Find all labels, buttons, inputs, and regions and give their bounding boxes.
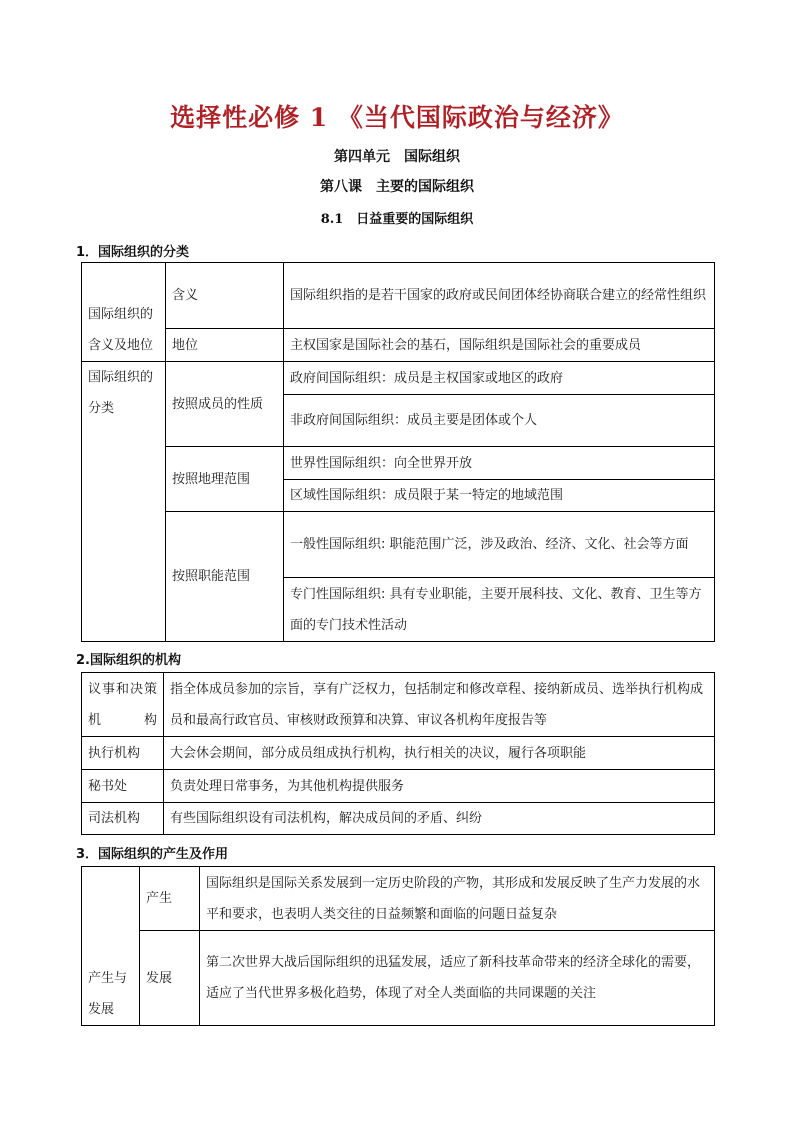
institution-text: 负责处理日常事务，为其他机构提供服务 [164,770,715,803]
general-text: 一般性国际组织: 职能范围广泛，涉及政治、经济、文化、社会等方面 [284,512,715,578]
by-func-label: 按照职能范围 [166,512,284,642]
unit-heading: 第四单元 国际组织 [334,149,460,165]
status-text: 主权国家是国际社会的基石，国际组织是国际社会的重要成员 [284,329,715,362]
meaning-text: 国际组织指的是若干国家的政府或民间团体经协商联合建立的经常性组织 [284,263,715,329]
part1-heading: 1．国际组织的分类 [76,245,190,260]
world-text: 世界性国际组织：向全世界开放 [284,447,715,480]
origin-table [81,866,715,1026]
by-member-label: 按照成员的性质 [166,362,284,447]
part3-heading: 3．国际组织的产生及作用 [76,847,229,862]
group-meaning-status: 国际组织的含义及地位 [82,263,166,362]
institution-text: 有些国际组织设有司法机构，解决成员间的矛盾、纠纷 [164,803,715,835]
part2-heading: 2.国际组织的机构 [76,653,181,668]
lesson-heading: 第八课 主要的国际组织 [320,179,474,195]
institution-label: 执行机构 [82,737,164,770]
development-text: 第二次世界大战后国际组织的迅猛发展，适应了新科技革命带来的经济全球化的需要，适应了当代世界多极化趋势，体现了对全人类面临的共同课题的关注 [200,931,715,1026]
origin-label: 产生 [140,867,200,931]
nongov-text: 非政府间国际组织：成员主要是团体或个人 [284,395,715,447]
institution-text: 指全体成员参加的宗旨，享有广泛权力，包括制定和修改章程、接纳新成员、选举执行机构成员和最高行政官员、审核财政预算和决算、审议各机构年度报告等 [164,673,715,737]
regional-text: 区域性国际组织：成员限于某一特定的地域范围 [284,480,715,512]
institution-text: 大会休会期间，部分成员组成执行机构，执行相关的决议，履行各项职能 [164,737,715,770]
institution-label: 司法机构 [82,803,164,835]
section-heading: 8.1 日益重要的国际组织 [320,212,474,227]
development-label: 发展 [140,931,200,1026]
origin-text: 国际组织是国际关系发展到一定历史阶段的产物，其形成和发展反映了生产力发展的水平和要求，也表明人类交往的日益频繁和面临的问题日益复杂 [200,867,715,931]
meaning-label: 含义 [166,263,284,329]
by-geo-label: 按照地理范围 [166,447,284,512]
special-text: 专门性国际组织: 具有专业职能，主要开展科技、文化、教育、卫生等方面的专门技术性活动 [284,578,715,642]
document-title: 选择性必修 1 《当代国际政治与经济》 [170,103,624,132]
classification-table [81,262,715,642]
status-label: 地位 [166,329,284,362]
group-classification: 国际组织的分类 [82,362,166,642]
origin-group: 产生与发展 [82,867,140,1026]
intergov-text: 政府间国际组织：成员是主权国家或地区的政府 [284,362,715,395]
institution-label: 议事和决策机构 [82,673,164,737]
institution-label: 秘书处 [82,770,164,803]
institution-table [81,672,715,835]
